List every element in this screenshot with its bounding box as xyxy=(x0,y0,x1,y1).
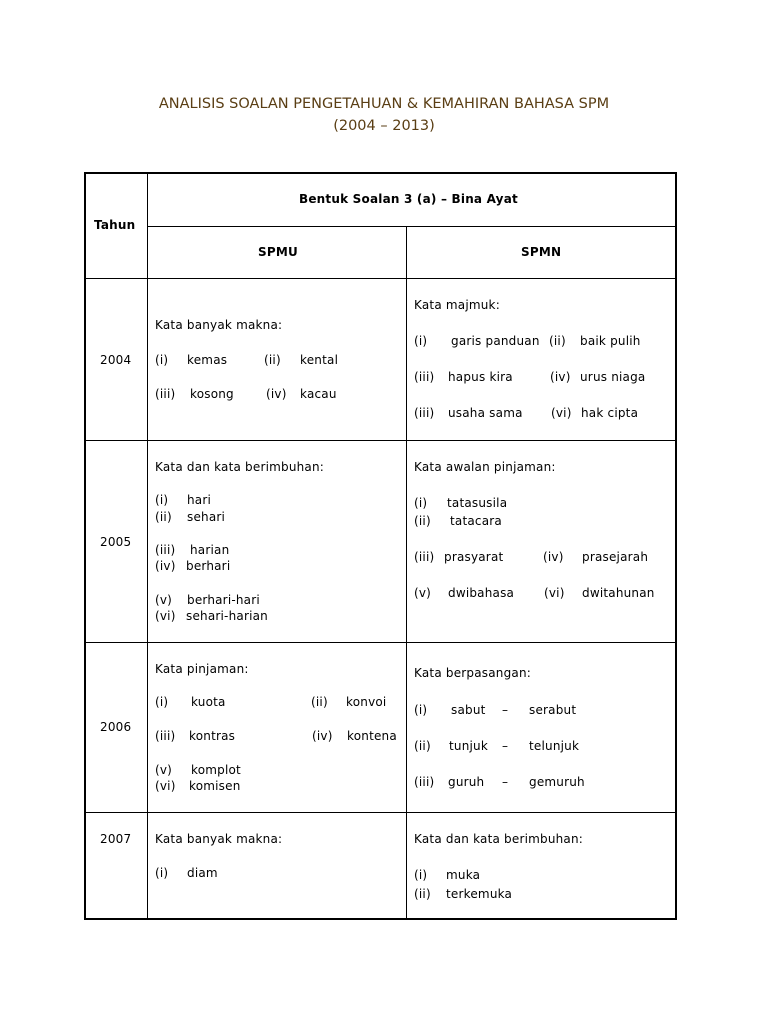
item-word: serabut xyxy=(529,703,577,717)
item-word: kemas xyxy=(187,353,228,367)
item-number: (i) xyxy=(155,353,169,367)
item-number: (vi) xyxy=(155,609,176,623)
document-title: ANALISIS SOALAN PENGETAHUAN & KEMAHIRAN BAHASA SPM xyxy=(158,96,610,112)
item-number: (iii) xyxy=(155,729,176,743)
item-number: (ii) xyxy=(414,514,431,528)
item-number: (iv) xyxy=(266,387,287,401)
item-word: baik pulih xyxy=(580,334,641,348)
item-word: hapus kira xyxy=(448,370,513,384)
table-row-divider xyxy=(84,642,677,643)
spmn-heading: Kata majmuk: xyxy=(414,298,500,312)
item-number: (vi) xyxy=(544,586,565,600)
spmn-heading: Kata awalan pinjaman: xyxy=(414,460,556,474)
spmn-heading: Kata dan kata berimbuhan: xyxy=(414,832,584,846)
year-cell: 2005 xyxy=(100,535,132,549)
year-cell: 2004 xyxy=(100,353,132,367)
table-border-top xyxy=(84,172,677,174)
spmn-heading: Kata berpasangan: xyxy=(414,666,532,680)
item-number: (i) xyxy=(155,866,169,880)
pair-dash: – xyxy=(502,775,509,789)
item-number: (v) xyxy=(414,586,432,600)
item-number: (iv) xyxy=(550,370,571,384)
spmu-heading: Kata banyak makna: xyxy=(155,832,283,846)
item-word: usaha sama xyxy=(448,406,523,420)
table-row-divider xyxy=(84,812,677,813)
item-word: harian xyxy=(190,543,230,557)
item-number: (i) xyxy=(414,334,428,348)
item-word: garis panduan xyxy=(451,334,540,348)
item-word: berhari-hari xyxy=(187,593,260,607)
table-border-right xyxy=(675,172,677,920)
item-number: (iii) xyxy=(414,550,435,564)
item-word: tunjuk xyxy=(449,739,489,753)
item-number: (i) xyxy=(414,703,428,717)
item-word: sabut xyxy=(451,703,486,717)
item-number: (iii) xyxy=(414,370,435,384)
item-word: tatacara xyxy=(450,514,502,528)
item-word: berhari xyxy=(186,559,231,573)
year-cell: 2006 xyxy=(100,720,132,734)
item-number: (ii) xyxy=(311,695,328,709)
item-word: komisen xyxy=(189,779,241,793)
item-word: gemuruh xyxy=(529,775,585,789)
spmu-heading: Kata pinjaman: xyxy=(155,662,249,676)
pair-dash: – xyxy=(502,703,509,717)
item-number: (ii) xyxy=(155,510,172,524)
item-number: (ii) xyxy=(414,887,431,901)
item-number: (ii) xyxy=(264,353,281,367)
item-number: (vi) xyxy=(551,406,572,420)
table-row-divider xyxy=(84,278,677,279)
item-word: telunjuk xyxy=(529,739,580,753)
item-number: (i) xyxy=(414,868,428,882)
item-number: (vi) xyxy=(155,779,176,793)
item-word: prasyarat xyxy=(444,550,504,564)
item-word: tatasusila xyxy=(447,496,508,510)
item-number: (iv) xyxy=(543,550,564,564)
item-word: komplot xyxy=(191,763,241,777)
item-number: (i) xyxy=(414,496,428,510)
item-number: (v) xyxy=(155,763,173,777)
item-number: (iii) xyxy=(414,406,435,420)
item-word: kontena xyxy=(347,729,397,743)
year-cell: 2007 xyxy=(100,832,132,846)
item-word: kontras xyxy=(189,729,236,743)
document-subtitle: (2004 – 2013) xyxy=(333,118,435,134)
header-bentuk-soalan: Bentuk Soalan 3 (a) – Bina Ayat xyxy=(299,192,518,206)
item-number: (iv) xyxy=(312,729,333,743)
header-spmu: SPMU xyxy=(258,245,298,259)
table-col-divider-2 xyxy=(406,226,407,920)
item-word: terkemuka xyxy=(446,887,513,901)
item-number: (iii) xyxy=(155,543,176,557)
item-number: (i) xyxy=(155,695,169,709)
item-number: (iv) xyxy=(155,559,176,573)
item-number: (ii) xyxy=(414,739,431,753)
table-col-divider-1 xyxy=(147,172,148,920)
table-border-left xyxy=(84,172,86,920)
item-word: sehari xyxy=(187,510,226,524)
spmu-heading: Kata banyak makna: xyxy=(155,318,283,332)
item-word: kental xyxy=(300,353,339,367)
item-word: dwibahasa xyxy=(448,586,515,600)
item-word: prasejarah xyxy=(582,550,649,564)
item-word: kosong xyxy=(190,387,234,401)
item-word: hari xyxy=(187,493,212,507)
item-word: kacau xyxy=(300,387,337,401)
item-word: dwitahunan xyxy=(582,586,655,600)
item-word: hak cipta xyxy=(581,406,639,420)
item-word: guruh xyxy=(448,775,485,789)
table-header-divider xyxy=(147,226,677,227)
spmu-heading: Kata dan kata berimbuhan: xyxy=(155,460,325,474)
item-number: (i) xyxy=(155,493,169,507)
item-number: (iii) xyxy=(414,775,435,789)
table-row-divider xyxy=(84,440,677,441)
item-word: kuota xyxy=(191,695,226,709)
item-word: diam xyxy=(187,866,218,880)
pair-dash: – xyxy=(502,739,509,753)
header-tahun: Tahun xyxy=(94,218,136,232)
item-word: konvoi xyxy=(346,695,387,709)
item-word: urus niaga xyxy=(580,370,646,384)
table-border-bottom xyxy=(84,918,677,920)
item-word: muka xyxy=(446,868,481,882)
item-number: (iii) xyxy=(155,387,176,401)
item-word: sehari-harian xyxy=(186,609,268,623)
header-spmn: SPMN xyxy=(521,245,562,259)
item-number: (ii) xyxy=(549,334,566,348)
item-number: (v) xyxy=(155,593,173,607)
